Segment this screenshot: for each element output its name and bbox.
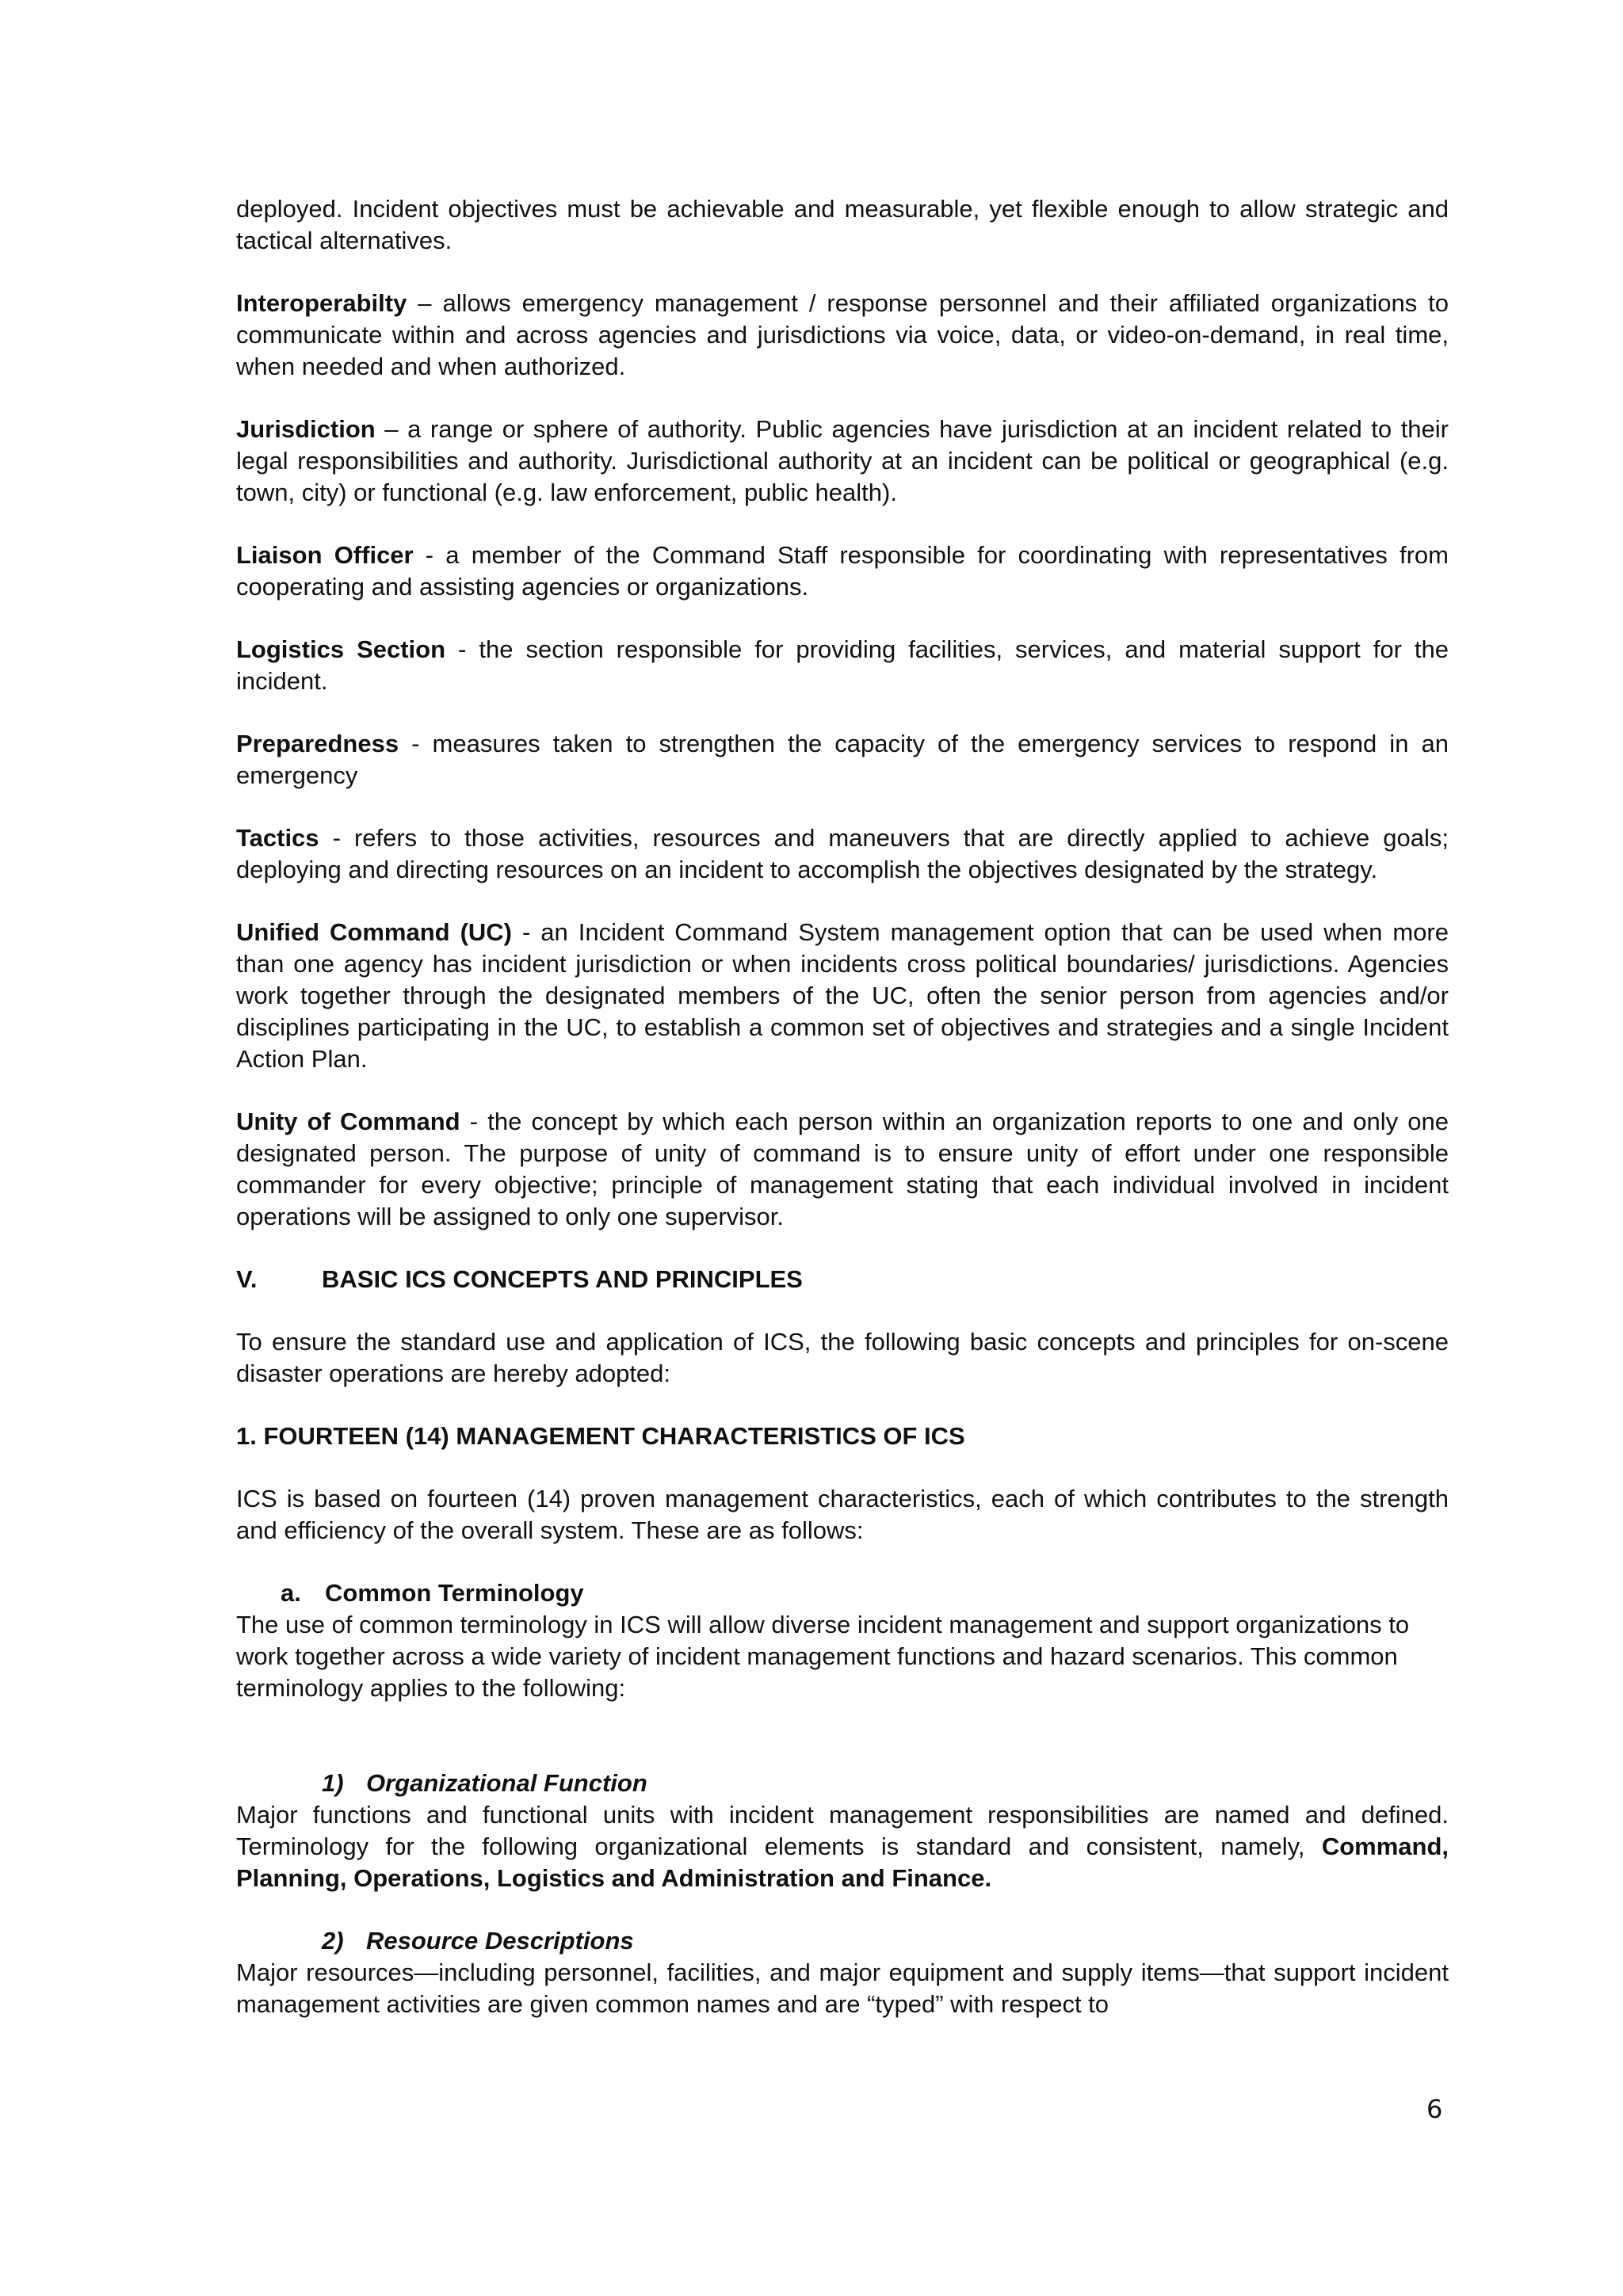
subsection-title: 1. FOURTEEN (14) MANAGEMENT CHARACTERISTICS OF ICS xyxy=(236,1422,965,1450)
definition-separator: - xyxy=(445,635,479,663)
definition-interoperability xyxy=(236,288,1449,383)
subitem-title: Resource Descriptions xyxy=(366,1927,634,1955)
definition-separator: – xyxy=(375,415,408,443)
page-number: 6 xyxy=(1426,2094,1443,2124)
definition-term: Logistics Section xyxy=(236,635,446,663)
definition-text: allows emergency management / response personnel and their affiliated organizations to communicate within and across agencies and jurisdictions via voice, data, or video-on-demand, in real time, when needed and when authorized. xyxy=(236,289,1449,380)
definition-tactics xyxy=(236,822,1449,886)
definition-separator: - xyxy=(319,824,354,852)
item-letter: a. xyxy=(281,1579,301,1607)
subitem-text: Major functions and functional units with incident management responsibilities are named and defined. Terminology for the following organizational elements is standard and consistent, namely, xyxy=(236,1801,1449,1860)
definition-term: Unified Command (UC) xyxy=(236,918,512,946)
subsection-intro: ICS is based on fourteen (14) proven management characteristics, each of which contributes to the strength and efficiency of the overall system. These are as follows: xyxy=(236,1485,1449,1544)
subitem-heading xyxy=(236,1925,1449,1957)
section-intro: To ensure the standard use and application of ICS, the following basic concepts and principles for on-scene disaster operations are hereby adopted: xyxy=(236,1328,1449,1387)
definition-jurisdiction xyxy=(236,414,1449,509)
definition-term: Interoperabilty xyxy=(236,289,407,317)
definition-separator: - xyxy=(512,918,541,946)
definition-term: Tactics xyxy=(236,824,319,852)
item-title: Common Terminology xyxy=(325,1579,584,1607)
definition-text: a member of the Command Staff responsible for coordinating with representatives from cooperating and assisting agencies or organizations. xyxy=(236,541,1449,601)
item-heading xyxy=(236,1577,1449,1609)
definition-text: the concept by which each person within an organization reports to one and only one designated person. The purpose of unity of command is to ensure unity of effort under one responsible commander for every objective; principle of management stating that each individual involved in incident operations will be assigned to only one supervisor. xyxy=(236,1108,1449,1230)
section-title: BASIC ICS CONCEPTS AND PRINCIPLES xyxy=(322,1265,803,1293)
subitem-title: Organizational Function xyxy=(366,1769,647,1797)
definition-term: Liaison Officer xyxy=(236,541,414,569)
definition-text: refers to those activities, resources and maneuvers that are directly applied to achieve goals; deploying and directing resources on an incident to accomplish the objectives designated by the strategy. xyxy=(236,824,1449,883)
definition-separator: - xyxy=(413,541,446,569)
organizational-elements: Command, Planning, Operations, Logistics and Administration and Finance. xyxy=(236,1833,1449,1892)
section-number: V. xyxy=(236,1265,258,1293)
definition-unity-of-command xyxy=(236,1106,1449,1233)
definition-logistics-section xyxy=(236,634,1449,697)
definition-unified-command xyxy=(236,917,1449,1075)
definition-separator: - xyxy=(460,1108,488,1135)
subitem-number: 1) xyxy=(322,1769,344,1797)
page-content xyxy=(236,193,1449,2051)
definition-liaison-officer xyxy=(236,540,1449,603)
definition-text: measures taken to strengthen the capacity of the emergency services to respond in an emergency xyxy=(236,730,1449,789)
definition-text: a range or sphere of authority. Public agencies have jurisdiction at an incident related to their legal responsibilities and authority. Jurisdictional authority at an incident can be political or geographical (e.g. town, city) or functional (e.g. law enforcement, public health). xyxy=(236,415,1449,506)
definition-term: Unity of Command xyxy=(236,1108,460,1135)
definition-text: the section responsible for providing facilities, services, and material support for the incident. xyxy=(236,635,1449,695)
definition-preparedness xyxy=(236,728,1449,791)
subitem-number: 2) xyxy=(322,1927,344,1955)
subitem-heading xyxy=(236,1768,1449,1799)
definition-term: Jurisdiction xyxy=(236,415,376,443)
definition-separator: - xyxy=(399,730,433,757)
intro-continuation: deployed. Incident objectives must be achievable and measurable, yet flexible enough to allow strategic and tactical alternatives. xyxy=(236,195,1449,254)
section-heading xyxy=(236,1264,1449,1295)
definition-separator: – xyxy=(407,289,443,317)
definition-text: an Incident Command System management option that can be used when more than one agency has incident jurisdiction or when incidents cross political boundaries/ jurisdictions. Agencies work together through the designated members of the UC, often the senior person from agencies and/or disciplines participating in the UC, to establish a common set of objectives and strategies and a single Incident Action Plan. xyxy=(236,918,1449,1073)
subitem-body: Major resources—including personnel, facilities, and major equipment and supply items—that support incident management activities are given common names and are “typed” with respect to xyxy=(236,1958,1449,2018)
subitem-body xyxy=(236,1799,1449,1894)
item-body: The use of common terminology in ICS will allow diverse incident management and support organizations to work together across a wide variety of incident management functions and hazard scenarios. This common terminology applies to the following: xyxy=(236,1611,1410,1702)
definition-term: Preparedness xyxy=(236,730,399,757)
